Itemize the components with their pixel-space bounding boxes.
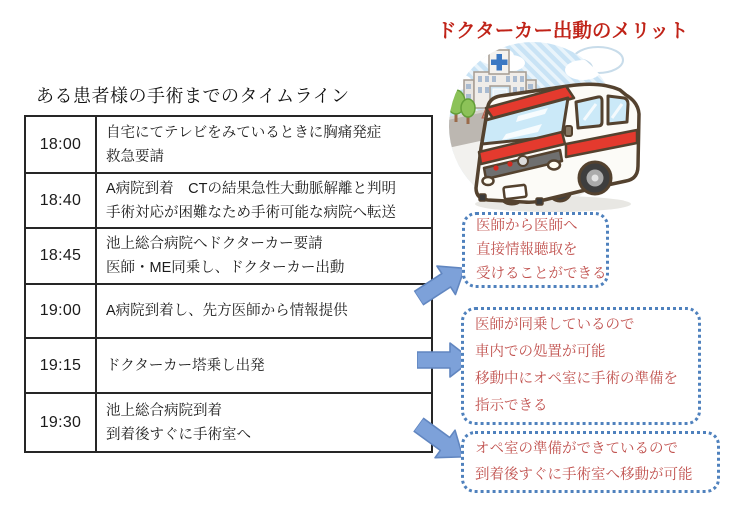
timeline-title: ある患者様の手術までのタイムライン <box>36 86 350 106</box>
table-row <box>26 285 431 339</box>
timeline-event-line: ドクターカー塔乗し出発 <box>106 357 265 374</box>
timeline-event-line: A病院到着 CTの結果急性大動脈解離と判明 <box>106 180 396 197</box>
merit-callout-operating-room-ready <box>461 431 720 493</box>
timeline-time: 18:45 <box>26 229 97 283</box>
table-row <box>26 229 431 285</box>
timeline-event <box>97 174 431 227</box>
merit-line: 車内での処置が可能 <box>475 344 606 360</box>
merits-title: ドクターカー出動のメリット <box>437 20 689 42</box>
table-row <box>26 117 431 174</box>
merit-line: 受けることができる <box>476 266 607 282</box>
merit-line: 医師から医師へ <box>476 218 578 234</box>
timeline-event-line: 医師・ME同乗し、ドクターカー出動 <box>106 260 345 276</box>
table-row <box>26 174 431 229</box>
timeline-time: 19:30 <box>26 394 97 451</box>
merit-line: 直接情報聴取を <box>476 242 578 258</box>
merit-callout-doctor-onboard <box>461 307 701 425</box>
timeline-event-line: 到着後すぐに手術室へ <box>106 426 251 443</box>
timeline-event-line: 池上総合病院へドクターカー要請 <box>106 236 323 252</box>
timeline-table <box>24 115 433 453</box>
timeline-event <box>97 394 431 451</box>
timeline-event-line: 池上総合病院到着 <box>106 402 222 419</box>
timeline-event <box>97 117 431 172</box>
timeline-event <box>97 229 431 283</box>
timeline-event <box>97 339 431 392</box>
timeline-event-line: 自宅にてテレビをみているときに胸痛発症 <box>106 124 382 141</box>
doctor-car-illustration <box>448 40 650 218</box>
timeline-event <box>97 285 431 337</box>
timeline-event-line: 手術対応が困難なため手術可能な病院へ転送 <box>106 204 396 221</box>
timeline-event-line: A病院到着し、先方医師から情報提供 <box>106 303 348 319</box>
merit-line: 医師が同乗しているので <box>475 317 635 333</box>
timeline-time: 18:00 <box>26 117 97 172</box>
timeline-time: 18:40 <box>26 174 97 227</box>
timeline-time: 19:15 <box>26 339 97 392</box>
merit-line: 指示できる <box>475 398 548 414</box>
table-row <box>26 394 431 451</box>
merit-line: 移動中にオペ室に手術の準備を <box>475 371 678 387</box>
merit-callout-direct-information <box>462 212 609 288</box>
merit-line: オペ室の準備ができているので <box>475 441 678 457</box>
ambulance-icon <box>475 84 639 212</box>
merit-line: 到着後すぐに手術室へ移動が可能 <box>475 467 693 483</box>
table-row <box>26 339 431 394</box>
timeline-time: 19:00 <box>26 285 97 337</box>
timeline-event-line: 救急要請 <box>106 148 164 165</box>
